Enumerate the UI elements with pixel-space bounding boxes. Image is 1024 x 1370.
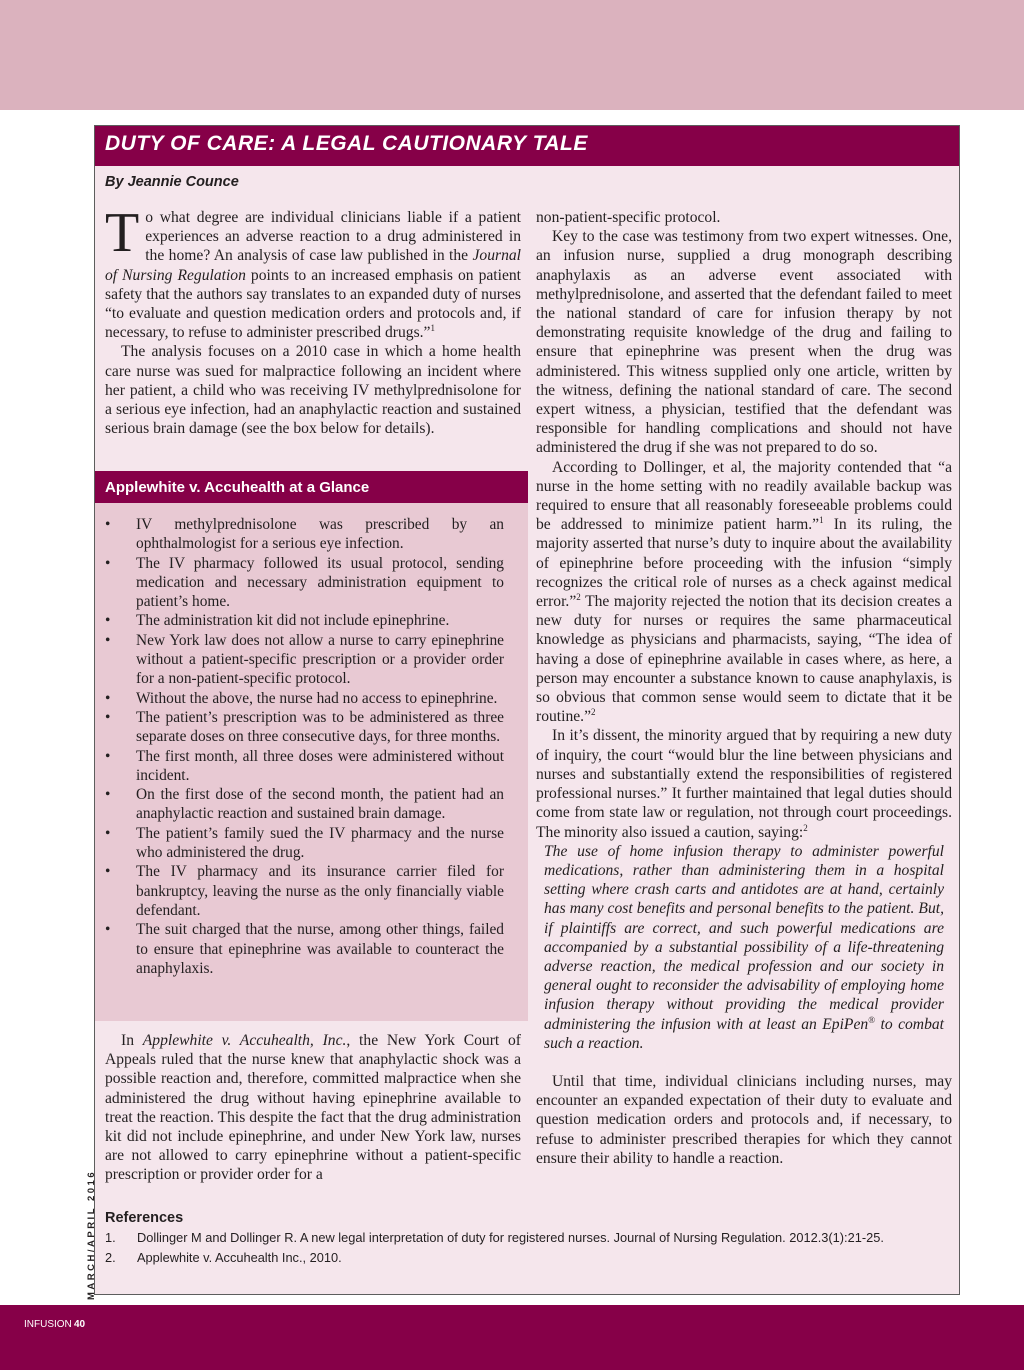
sidebar-list: [95, 515, 528, 978]
byline: By Jeannie Counce: [105, 174, 239, 190]
article-title: DUTY OF CARE: A LEGAL CAUTIONARY TALE: [105, 132, 588, 155]
bullet: •: [105, 708, 111, 726]
citation-marker: 2: [591, 707, 596, 718]
sidebar-item: • On the first dose of the second month, the patient had an anaphylactic reaction and sustained brain damage.: [105, 786, 504, 823]
reference-item: [105, 1228, 945, 1248]
sidebar-item: • The patient’s prescription was to be administered as three separate doses on three consecutive days, for three months.: [105, 708, 504, 746]
bullet: •: [105, 747, 111, 765]
sidebar-item: • The patient’s family sued the IV pharmacy and the nurse who administered the drug.: [105, 824, 504, 862]
citation-marker: 1: [819, 515, 824, 526]
sidebar-item: • The administration kit did not include epinephrine.: [105, 612, 450, 630]
closing-paragraph: Until that time, individual clinicians including nurses, may encounter an expanded expectation of their duty to evaluate and question medication orders and protocols and, if necessary, to refuse to administer prescribed therapies for which they cannot ensure their ability to handle a reaction.: [536, 1072, 952, 1167]
left-column-lower: [105, 1031, 521, 1185]
majority-paragraph: According to Dollinger, et al, the majority contended that “a nurse in the home setting with no readily available backup was required to ensure that all reasonably foreseeable problems could be addressed to minimize patient harm.”$^1$ In its ruling, the majority asserted that nurse’s duty to inquire about the availability of epinephrine before proceeding with the infusion “simply recognizes the critical role of nurses as a check against medical error.”$^2$ The majority rejected the notion that its decision creates a new duty for nurses or requires the same pharmaceutical knowledge as physicians and pharmacists, saying, “The idea of having a dose of epinephrine available in cases where, as here, a person may encounter a substance known to cause anaphylaxis, is so obvious that common sense would seem to dictate that it be routine.”$^2$: [536, 458, 952, 726]
registered-mark: ®: [868, 1014, 876, 1025]
references-section: [105, 1210, 945, 1267]
citation-marker: 2: [576, 591, 581, 602]
reference-text: Applewhite v. Accuhealth Inc., 2010.: [137, 1249, 342, 1265]
bullet: •: [105, 863, 111, 881]
reference-item: [105, 1248, 945, 1268]
right-column: [536, 208, 952, 1168]
sidebar-item: • The first month, all three doses were administered without incident.: [105, 747, 504, 784]
bullet: •: [105, 612, 111, 630]
expert-witness-paragraph: Key to the case was testimony from two expert witnesses. One, an infusion nurse, supplied a drug monograph describing anaphylaxis as an adverse event associated with methylprednisolone, and asserted that the defendant failed to meet the national standard of care for infusion therapy by not demonstrating requisite knowledge of the drug and failing to ensure that epinephrine was present when the drug was administered. This witness supplied only one article, written by the witness, defining the national standard of care. The second expert witness, a physician, testified that the defendant was responsible for handling complications and should not have administered the drug if she was not prepared to do so.: [536, 228, 952, 457]
page-number: 40: [74, 1319, 86, 1330]
sidebar-heading: Applewhite v. Accuhealth at a Glance: [95, 471, 528, 503]
sidebar-box: [95, 471, 528, 1021]
case-name: Applewhite v. Accuhealth, Inc.: [142, 1032, 347, 1049]
bullet: •: [105, 786, 111, 804]
intro-paragraph: To what degree are individual clinicians liable if a patient experiences an adverse reaction to a drug administered in the home? An analysis of case law published in the Journal of Nursing Regulation points to an increased emphasis on patient safety that the authors say translates to an expanded duty of nurses “to evaluate and question medication orders and protocols and, if necessary, to refuse to administer prescribed drugs.”$^1$: [105, 202, 521, 342]
top-color-band: [0, 0, 1024, 110]
sidebar-item: • New York law does not allow a nurse to carry epinephrine without a patient-specific prescription or a provider order for a non-patient-specific protocol.: [105, 631, 504, 688]
journal-name: Journal of Nursing Regulation: [105, 247, 521, 284]
sidebar-item: • IV methylprednisolone was prescribed by an ophthalmologist for a serious eye infection.: [105, 516, 504, 553]
references-heading: References: [105, 1210, 184, 1226]
sidebar-item: • The IV pharmacy and its insurance carrier filed for bankruptcy, leaving the nurse as the only financially viable defendant.: [105, 863, 504, 919]
bullet: •: [105, 689, 111, 707]
bullet: •: [105, 516, 111, 533]
sidebar-item: • The suit charged that the nurse, among other things, failed to ensure that epinephrine was available to counteract the anaphylaxis.: [105, 921, 504, 977]
reference-number: 2.: [105, 1249, 116, 1265]
sidebar-item: • Without the above, the nurse had no access to epinephrine.: [105, 689, 498, 707]
title-bar: [95, 126, 959, 166]
citation-marker: 1: [430, 323, 435, 334]
dissent-paragraph: In it’s dissent, the minority argued that by requiring a new duty of inquiry, the court “would blur the line between physicians and nurses and substantially extend the responsibilities of registered professional nurses.” It further maintained that legal duties should come from state law or regulation, not through court proceedings. The minority also issued a caution, saying:$^2$: [536, 727, 952, 841]
bullet: •: [105, 554, 111, 572]
article-frame: [94, 125, 960, 1295]
ruling-paragraph: In Applewhite v. Accuhealth, Inc., the New York Court of Appeals ruled that the nurse knew that anaphylactic shock was a possible reaction and, therefore, committed malpractice when she administered the drug without having epinephrine available to treat the reaction. This despite the fact that the drug administration kit did not include epinephrine, and under New York law, nurses are not allowed to carry epinephrine without a patient-specific prescription or provider order for a: [105, 1032, 521, 1184]
reference-number: 1.: [105, 1230, 116, 1245]
left-column: [105, 202, 521, 438]
footer-band: [0, 1305, 1024, 1370]
continued-text: non-patient-specific protocol.: [536, 209, 721, 226]
bullet: •: [105, 921, 111, 939]
analysis-paragraph: The analysis focuses on a 2010 case in which a home health care nurse was sued for malpractice following an incident where her patient, a child who was receiving IV methylprednisolone for a serious eye infection, had an anaphylactic reaction and sustained serious brain damage (see the box below for details).: [105, 343, 521, 438]
drop-cap: T: [105, 202, 140, 264]
block-quote: The use of home infusion therapy to administer powerful medications, rather than administering them in a hospital setting where crash carts and antidotes are at hand, certainly has many cost benefits and personal benefits to the patient. But, if plaintiffs are correct, and such powerful medications are accompanied by a substantial possibility of a life-threatening adverse reaction, the medical profession and our society in general ought to reconsider the advisability of employing home infusion therapy without providing the medical provider administering the infusion with at least an EpiPen® to combat such a reaction.: [544, 842, 944, 1052]
sidebar-item: • The IV pharmacy followed its usual protocol, sending medication and necessary administration equipment to patient’s home.: [105, 554, 504, 611]
bullet: •: [105, 824, 111, 842]
reference-text: Dollinger M and Dollinger R. A new legal interpretation of duty for registered nurses. Journal of Nursing Regulation. 2012.3(1):21-25.: [137, 1230, 884, 1245]
bullet: •: [105, 631, 111, 649]
magazine-name: INFUSION: [24, 1319, 72, 1330]
issue-date: MARCH/APRIL 2016: [86, 1169, 97, 1300]
citation-marker: 2: [803, 822, 808, 833]
